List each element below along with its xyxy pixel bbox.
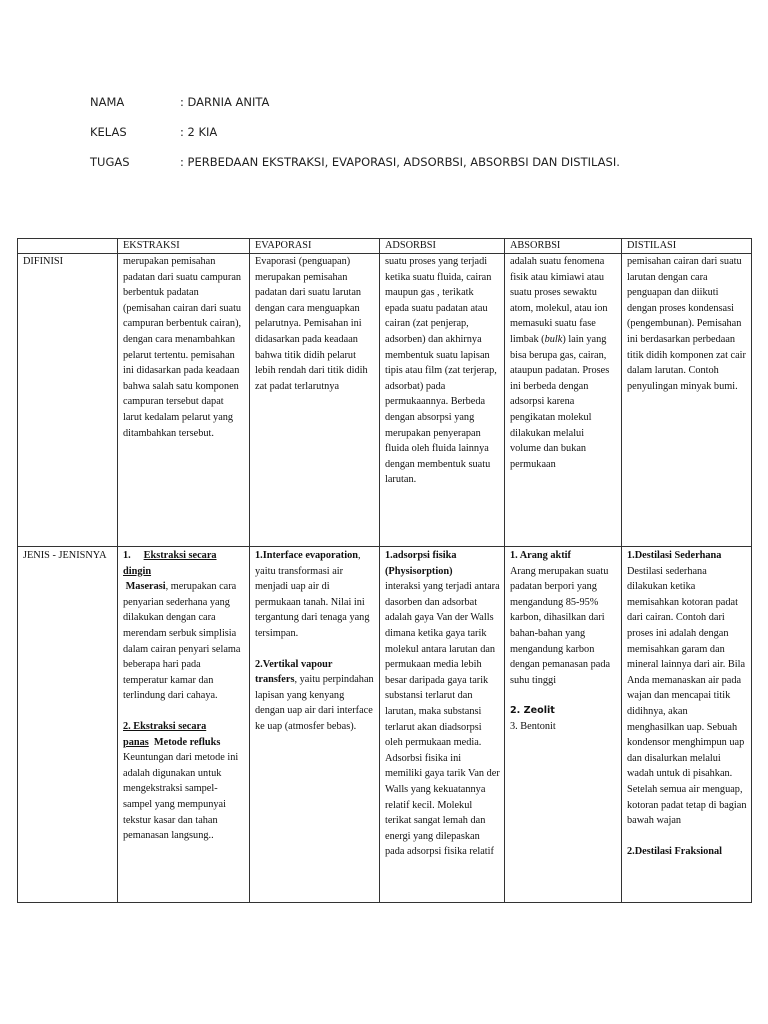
- absorbsi-h3-text: 3. Bentonit: [510, 720, 556, 732]
- adsorbsi-h1-title: [385, 548, 500, 579]
- cell-definisi-absorbsi: [505, 254, 622, 547]
- ekstraksi-refluks-text: Keuntungan dari metode ini adalah digunakan untuk mengekstraksi sampel-sampel yang mempunyai tekstur kasar dan tahan pemanasan langsung..: [123, 752, 239, 842]
- absorbsi-def-part2: ) lain yang bisa berupa gas, cairan, ataupun padatan. Proses ini berbeda dengan adsorpsi karena pengikatan molekul dilakukan melalui volume dan bukan permukaan: [510, 333, 610, 470]
- distilasi-h1-text: Destilasi sederhana dilakukan ketika memisahkan kotoran padat dari cairan. Contoh dari proses ini adalah dengan memisahkan garam dan mineral lainnya dari air. Bila Anda memanaskan air pada wajan dan mencapai titik didihnya, akan menghasilkan uap. Sebuah kondensor menghimpun uap dan disalurkan melalui wadah untuk di pisahkan. Setelah semua air menguap, kotoran padat tetap di bagian bawah wajan: [627, 565, 747, 827]
- table-row-jenis: [18, 547, 752, 903]
- cell-definisi-adsorbsi: suatu proses yang terjadi ketika suatu fluida, cairan maupun gas , terikatk epada suatu padatan atau cairan (zat penjerap, adsorben) dan akhirnya membentuk suatu lapisan tipis atau film (zat terjerap, adsorbat) pada permukaannya. Berbeda dengan absorpsi yang merupakan penyerapan fluida oleh fluida lainnya dengan membentuk suatu larutan.: [380, 254, 505, 547]
- kelas-label: KELAS: [90, 125, 127, 139]
- cell-jenis-distilasi: [622, 547, 752, 903]
- table-header-row: [18, 239, 752, 254]
- table-row-definisi: [18, 254, 752, 547]
- cell-jenis-adsorbsi: [380, 547, 505, 903]
- ekstraksi-h1-number: 1.: [123, 550, 131, 561]
- absorbsi-h1-title-text: 1. Arang aktif: [510, 550, 571, 561]
- evaporasi-h2-title: 2.Vertikal vapour transfers: [255, 658, 333, 686]
- column-header-ekstraksi: EKSTRAKSI: [118, 239, 250, 254]
- nama-label: NAMA: [90, 95, 125, 109]
- cell-definisi-distilasi: pemisahan cairan dari suatu larutan dengan cara penguapan dan diikuti dengan proses kondensasi (pengembunan). Pemisahan ini berdasarkan perbedaan titik didih komponen zat cair dalam larutan. Contoh penyulingan minyak bumi.: [622, 254, 752, 547]
- evaporasi-h1-title: 1.Interface evaporation: [255, 550, 358, 561]
- row-label-jenis: JENIS - JENISNYA: [18, 547, 118, 903]
- ekstraksi-h2-title: 2. Ekstraksi secara panas: [123, 720, 207, 748]
- tugas-label: TUGAS: [90, 155, 130, 169]
- cell-jenis-ekstraksi: [118, 547, 250, 903]
- ekstraksi-h1-title: Ekstraksi secara dingin: [123, 550, 217, 577]
- tugas-value: : PERBEDAAN EKSTRAKSI, EVAPORASI, ADSORBSI, ABSORBSI DAN DISTILASI.: [180, 155, 620, 169]
- header-nama-row: [90, 95, 269, 109]
- column-header-evaporasi: EVAPORASI: [250, 239, 380, 254]
- cell-definisi-ekstraksi: merupakan pemisahan padatan dari suatu campuran berbentuk padatan (pemisahan cairan dari suatu campuran berbentuk cairan), dengan cara menambahkan pelarut tertentu. pemisahan ini didasarkan pada keadaan bahwa salah satu komponen campuran tersebut dapat larut kedalam pelarut yang ditambahkan tersebut.: [118, 254, 250, 547]
- nama-value: : DARNIA ANITA: [180, 95, 270, 109]
- column-header-adsorbsi: ADSORBSI: [380, 239, 505, 254]
- header-tugas-row: [90, 155, 620, 169]
- absorbsi-h2-title: [510, 703, 617, 719]
- absorbsi-h1-text: Arang merupakan suatu padatan berpori yang mengandung 85-95% karbon, dihasilkan dari bahan-bahan yang mengandung karbon dengan pemanasan pada suhu tinggi: [510, 565, 611, 686]
- kelas-value: : 2 KIA: [180, 125, 218, 139]
- adsorbsi-h1-text: interaksi yang terjadi antara dasorben dan adsorbat adalah gaya Van der Walls dimana ketika gaya tarik molekul antara larutan dan permukaan media lebih besar daripada gaya tarik substansi terlarut dan larutan, maka substansi terlarut akan diadsorpsi oleh permukaan media. Adsorbsi fisika ini memiliki gaya tarik Van der Walls yang kekuatannya relatif kecil. Molekul terikat sangat lemah dan energi yang dilepaskan pada adsorpsi fisika relatif: [385, 581, 500, 858]
- header-kelas-row: [90, 125, 217, 139]
- evaporasi-h1-text: , yaitu transformasi air menjadi uap air di permukaan tanah. Nilai ini tergantung dari tenaga yang tersimpan.: [255, 550, 370, 639]
- comparison-table: [17, 238, 752, 903]
- cell-jenis-evaporasi: [250, 547, 380, 903]
- distilasi-h2-title-text: 2.Destilasi Fraksional: [627, 845, 722, 857]
- maserasi-text: , merupakan cara penyarian sederhana yang dilakukan dengan cara merendam serbuk simplisia dalam cairan penyari selama beberapa hari pada temperatur kamar dan terlindung dari cahaya.: [123, 581, 241, 702]
- table-header-empty: [18, 239, 118, 254]
- absorbsi-h2-title-text: 2. Zeolit: [510, 705, 555, 717]
- distilasi-h1-title: [627, 548, 747, 564]
- ekstraksi-heading-1: [123, 548, 245, 579]
- distilasi-h1-title-text: 1.Destilasi Sederhana: [627, 550, 722, 561]
- evaporasi-h2-text: , yaitu perpindahan lapisan yang kenyang dengan uap air dari interface ke uap (atmosfer bebas).: [255, 674, 374, 732]
- ekstraksi-heading-2: [123, 719, 245, 750]
- distilasi-h2-title: [627, 844, 747, 860]
- adsorbsi-h1-title-text: 1.adsorpsi fisika (Physisorption): [385, 550, 457, 577]
- column-header-absorbsi: ABSORBSI: [505, 239, 622, 254]
- row-label-definisi: DIFINISI: [18, 254, 118, 547]
- absorbsi-def-part1: adalah suatu fenomena fisik atau kimiawi atau suatu proses sewaktu atom, molekul, atau ion memasuki suatu fase limbak (: [510, 256, 608, 345]
- cell-definisi-evaporasi: Evaporasi (penguapan) merupakan pemisahan padatan dari suatu larutan dengan cara menguapkan pelarutnya. Pemisahan ini didasarkan pada keadaan bahwa titik didih pelarut lebih rendah dari titik didih zat padat terlarutnya: [250, 254, 380, 547]
- absorbsi-def-bulk: bulk: [544, 333, 563, 345]
- column-header-distilasi: DISTILASI: [622, 239, 752, 254]
- evaporasi-para-2: [255, 657, 375, 735]
- cell-jenis-absorbsi: [505, 547, 622, 903]
- ekstraksi-maserasi-para: [123, 579, 245, 704]
- ekstraksi-h2-sub: Metode refluks: [153, 736, 221, 748]
- maserasi-term: Maserasi: [125, 581, 166, 593]
- absorbsi-h1-title: [510, 548, 617, 564]
- evaporasi-para-1: [255, 548, 375, 642]
